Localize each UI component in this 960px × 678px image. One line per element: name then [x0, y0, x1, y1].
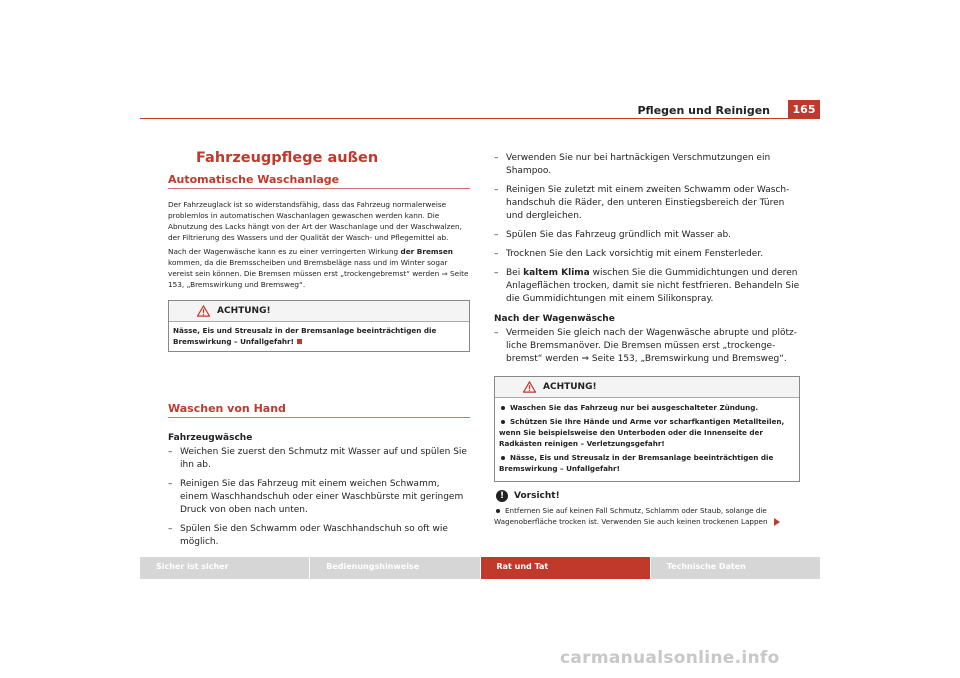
- page-header-title: Pflegen und Reinigen: [637, 104, 770, 117]
- list-item: – Reinigen Sie zuletzt mit einem zweiten Schwamm oder Waschhandschuh die Räder, den unteren Einstiegsbereich der Türen und dergleichen.: [494, 185, 790, 221]
- footer-tab-operation[interactable]: Bedienungshinweise: [310, 557, 479, 579]
- list-item: – Verwenden Sie nur bei hartnäckigen Verschmutzungen ein Shampoo.: [494, 153, 771, 176]
- caution-title: Vorsicht!: [514, 491, 560, 501]
- bullet-icon: [496, 509, 500, 513]
- warning-list-item: Waschen Sie das Fahrzeug nur bei ausgeschalteter Zündung.: [499, 402, 795, 413]
- footer-nav: [140, 557, 820, 579]
- warning-box-1: [168, 300, 470, 352]
- warning-box-2: [494, 376, 800, 482]
- bullet-icon: [501, 456, 505, 460]
- intro-paragraph-2: [168, 246, 470, 290]
- page-number-badge: 165: [788, 100, 820, 119]
- list-item: – Bei kaltem Klima wischen Sie die Gummidichtungen und deren Anlageflächen trocken, damit sie nicht festfrieren. Behandeln Sie die Gummidichtungen mit einem Silikonspray.: [494, 268, 800, 304]
- continue-arrow-icon: [774, 518, 780, 526]
- subhead-car-wash: Fahrzeugwäsche: [168, 433, 253, 443]
- warning-header: [495, 377, 799, 398]
- intro-p2-end: kommen, da die Bremsscheiben und Bremsbeläge nass und im Winter sogar vereist sein können. Die Bremsen müssen erst „trockengebremst“ werden ⇒ Seite 153, „Bremswirkung und Bremsweg“.: [168, 258, 469, 289]
- list-item: – Spülen Sie den Schwamm oder Waschhandschuh so oft wie möglich.: [168, 524, 448, 547]
- bullet-icon: [501, 406, 505, 410]
- list-item: – Trocknen Sie den Lack vorsichtig mit einem Fensterleder.: [494, 249, 764, 259]
- right-column: [494, 152, 800, 527]
- section-title-automatic-wash: Automatische Waschanlage: [168, 173, 470, 189]
- intro-text: [168, 199, 470, 290]
- caution-header: [494, 490, 800, 502]
- section-title-hand-wash: Waschen von Hand: [168, 402, 470, 418]
- page-title: Fahrzeugpflege außen: [196, 150, 379, 166]
- list-item: – Vermeiden Sie gleich nach der Wagenwäsche abrupte und plötzliche Bremsmanöver. Die Bremsen müssen erst „trockengebremst“ werden ⇒ Seite 153, „Bremswirkung und Bremsweg“.: [494, 328, 797, 364]
- header-rule: [140, 118, 820, 119]
- intro-p2-start: Nach der Wagenwäsche kann es zu einer verringerten Wirkung: [168, 247, 401, 256]
- subhead-after-wash: Nach der Wagenwäsche: [494, 314, 615, 324]
- warning-triangle-icon: [197, 305, 210, 317]
- footer-tab-advice[interactable]: Rat und Tat: [481, 557, 650, 579]
- list-item: – Weichen Sie zuerst den Schmutz mit Wasser auf und spülen Sie ihn ab.: [168, 447, 467, 470]
- watermark: carmanualsonline.info: [560, 648, 780, 668]
- warning-triangle-icon: [523, 381, 536, 393]
- exclamation-circle-icon: !: [496, 490, 508, 502]
- warning-list-item: Schützen Sie Ihre Hände und Arme vor scharfkantigen Metallteilen, wenn Sie beispielsweise den Unterboden oder die Innenseite der Radkästen reinigen – Verletzungsgefahr!: [499, 417, 785, 448]
- footer-tab-technical[interactable]: Technische Daten: [651, 557, 820, 579]
- warning-text: Nässe, Eis und Streusalz in der Bremsanlage beeinträchtigen die Bremswirkung – Unfallgefahr!: [173, 326, 437, 346]
- footer-tab-safety[interactable]: Sicher ist sicher: [140, 557, 309, 579]
- warning-title: ACHTUNG!: [217, 306, 271, 316]
- caution-body: Entfernen Sie auf keinen Fall Schmutz, Schlamm oder Staub, solange die Wagenoberfläche trocken ist. Verwenden Sie auch keinen trockenen Lappen: [494, 505, 800, 527]
- list-item: – Spülen Sie das Fahrzeug gründlich mit Wasser ab.: [494, 230, 732, 240]
- caution-block: [494, 490, 800, 527]
- warning-title: ACHTUNG!: [543, 382, 597, 392]
- left-column: [168, 150, 470, 555]
- bullet-icon: [501, 420, 505, 424]
- list-item: – Reinigen Sie das Fahrzeug mit einem weichen Schwamm, einem Waschhandschuh oder einer Waschbürste mit geringem Druck von oben nach unten.: [168, 479, 464, 515]
- end-square-icon: [297, 339, 302, 344]
- intro-paragraph-1: Der Fahrzeuglack ist so widerstandsfähig, dass das Fahrzeug normalerweise problemlos in automatischen Waschanlagen gewaschen werden kann. Die Abnutzung des Lacks hängt von der Art der Waschanlage und der Waschwalzen, der Filtrierung des Wassers und der Qualität der Wasch- und Pflegemittel ab.: [168, 200, 462, 242]
- intro-p2-bold: der Bremsen: [400, 247, 453, 256]
- warning-body: [169, 322, 469, 351]
- warning-list-item: Nässe, Eis und Streusalz in der Bremsanlage beeinträchtigen die Bremswirkung – Unfallgefahr!: [499, 453, 774, 473]
- warning-header: [169, 301, 469, 322]
- warning-list: [495, 398, 799, 481]
